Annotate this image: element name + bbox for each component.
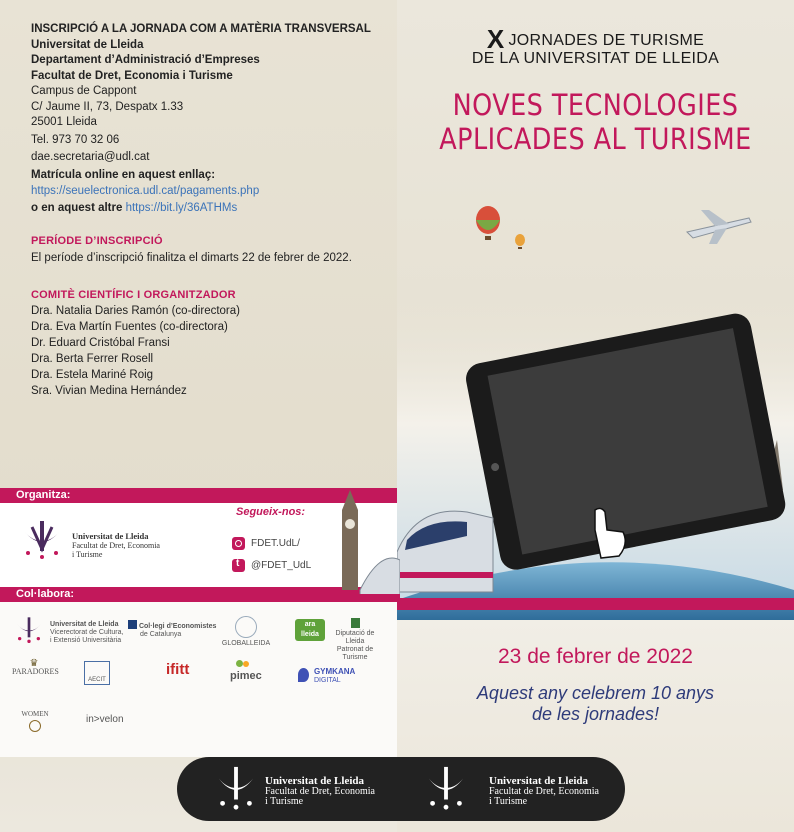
inscription-title: INSCRIPCIÓ A LA JORNADA COM A MATÈRIA TRANSVERSAL (31, 23, 371, 35)
footer-uni-name: Universitat de Lleida (265, 775, 364, 787)
right-panel (397, 0, 794, 832)
globalleida-icon (235, 616, 257, 638)
udl-vicerectorat-logo-icon (12, 616, 46, 644)
sponsor-gymkana (298, 668, 355, 685)
women-seal-icon (29, 720, 41, 732)
event-date: 23 de febrer de 2022 (498, 645, 693, 668)
sponsor-gymkana-1: GYMKANA (313, 667, 356, 676)
sponsor-paradores (12, 658, 59, 676)
sponsor-diputacio (332, 618, 378, 662)
instagram-handle: FDET.UdL/ (251, 538, 300, 549)
organitza-faculty-1: Facultat de Dret, Economia (72, 541, 160, 550)
sponsor-economistes (128, 620, 216, 639)
pink-band (397, 598, 794, 610)
sponsor-globalleida (220, 616, 272, 648)
footer-faculty-1-2: Facultat de Dret, Economia (489, 786, 599, 797)
organitza-band: Organitza: (0, 488, 397, 503)
address: C/ Jaume II, 73, Despatx 1.33 (31, 100, 184, 113)
twitter-handle: @FDET_UdL (251, 560, 312, 571)
main-title (421, 88, 770, 156)
committee-title: COMITÈ CIENTÍFIC I ORGANITZADOR (31, 288, 236, 301)
footer-faculty-2: i Turisme (265, 796, 304, 807)
department-name: Departament d’Administració d’Empreses (31, 54, 260, 66)
instagram-icon (232, 537, 245, 550)
sponsor-paradores-text: PARADORES (12, 667, 59, 676)
committee-member: Dra. Estela Mariné Roig (31, 369, 154, 381)
sponsor-ifitt: ifitt (166, 661, 190, 678)
travel-illustration (397, 200, 794, 620)
big-ben-illustration (320, 490, 400, 600)
footer-uni-name-2: Universitat de Lleida (489, 775, 588, 787)
phone: Tel. 973 70 32 06 (31, 133, 120, 146)
band-accent (320, 594, 400, 600)
online-link[interactable]: https://seuelectronica.udl.cat/pagaments.php (31, 185, 260, 197)
sponsor-diputacio-2: Patronat de Turisme (336, 646, 374, 661)
sponsor-gymkana-2: DIGITAL (313, 677, 341, 684)
footer-bar (177, 757, 625, 821)
small-balloon-icon (515, 234, 525, 249)
sponsor-udl-name: Universitat de Lleida (50, 621, 119, 628)
sponsor-aralleida: ara lleida (295, 619, 325, 641)
sponsor-globalleida-text: GLOBALLEIDA (221, 640, 271, 647)
footer-uni-text (265, 776, 375, 807)
sponsor-udl-line3: i Extensió Universitària (50, 637, 122, 644)
celebration-line-2: de les jornades! (531, 704, 660, 724)
title-line-1: NOVES TECNOLOGIES (452, 88, 739, 122)
footer-uni-text-2 (489, 776, 599, 807)
heading-line-2: DE LA UNIVERSITAT DE LLEIDA (471, 50, 720, 67)
sponsor-women-text: WOMEN (21, 710, 49, 718)
sponsor-aecit: AECIT (84, 661, 110, 685)
map-pin-icon (298, 668, 309, 682)
sponsor-economistes-2: de Catalunya (140, 631, 182, 638)
heading-line-1: JORNADES DE TURISME (508, 32, 705, 49)
sponsor-udl-vicerectorat (50, 621, 123, 645)
alt-label: o en aquest altre (31, 201, 123, 214)
diputacio-icon (351, 618, 360, 628)
committee-member: Dra. Eva Martín Fuentes (co-directora) (31, 321, 228, 333)
sponsor-diputacio-1: Diputació de Lleida (335, 630, 375, 645)
campus: Campus de Cappont (31, 85, 137, 97)
inscription-info (31, 22, 391, 399)
sponsor-economistes-1: Col·legi d’Economistes (138, 623, 217, 630)
footer-udl-logo-icon (213, 764, 259, 812)
online-label: Matrícula online en aquest enllaç: (31, 168, 216, 181)
organitza-uni-name: Universitat de Lleida (72, 531, 149, 541)
edition-heading (397, 24, 794, 68)
sponsor-pimec-text: pimec (230, 670, 262, 682)
footer-faculty-1: Facultat de Dret, Economia (265, 786, 375, 797)
celebration-text (397, 683, 794, 725)
postal-code: 25001 Lleida (31, 116, 97, 128)
clock-icon (345, 519, 355, 529)
committee-member: Sra. Vivian Medina Hernández (31, 385, 187, 397)
sponsor-invelon: in>velon (86, 714, 124, 725)
economistes-icon (128, 620, 137, 629)
follow-label: Segueix-nos: (236, 506, 306, 518)
udl-logo-icon (18, 519, 66, 561)
footer-faculty-2-2: i Turisme (489, 796, 528, 807)
organitza-uni-text (72, 532, 160, 559)
alt-link-row (31, 201, 391, 217)
crown-icon: ♛ (29, 658, 39, 669)
footer-udl-logo-icon-2 (423, 764, 469, 812)
sponsor-udl-line2: Vicerectorat de Cultura, (50, 629, 124, 636)
train-nose-icon (360, 558, 400, 600)
instagram-link[interactable] (232, 537, 300, 550)
alt-link[interactable]: https://bit.ly/36ATHMs (125, 201, 238, 214)
university-name: Universitat de Lleida (31, 38, 144, 51)
faculty-name: Facultat de Dret, Economia i Turisme (31, 69, 233, 82)
title-line-2: APLICADES AL TURISME (439, 122, 752, 156)
airplane-icon (687, 210, 751, 244)
period-title: PERÍODE D’INSCRIPCIÓ (31, 235, 163, 247)
twitter-icon (232, 559, 245, 572)
sponsor-pimec (230, 660, 270, 682)
celebration-line-1: Aquest any celebrem 10 anys (476, 683, 715, 703)
twitter-link[interactable] (232, 559, 311, 572)
committee-member: Dra. Natalia Daries Ramón (co-directora) (31, 305, 240, 317)
sponsor-women (20, 710, 50, 732)
committee-member: Dr. Eduard Cristóbal Fransi (31, 337, 170, 349)
organitza-faculty-2: i Turisme (72, 550, 103, 559)
committee-member: Dra. Berta Ferrer Rosell (31, 353, 154, 365)
hot-air-balloon-icon (476, 206, 500, 240)
edition-number: X (486, 24, 505, 54)
collabora-band: Col·labora: (0, 587, 397, 602)
period-text: El període d’inscripció finalitza el dimarts 22 de febrer de 2022. (31, 251, 352, 264)
email[interactable]: dae.secretaria@udl.cat (31, 151, 150, 163)
